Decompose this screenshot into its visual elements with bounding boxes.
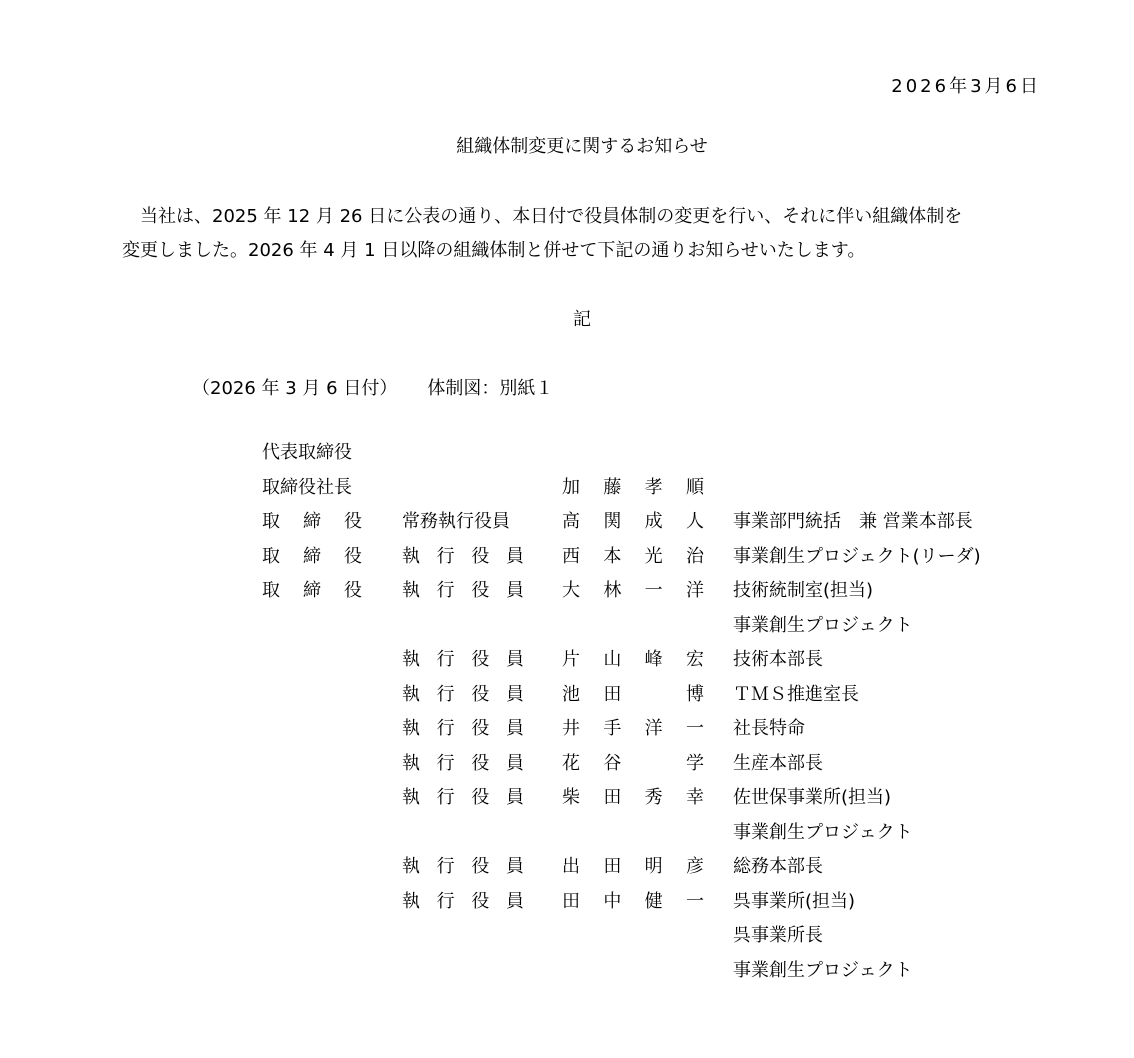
officer-row [0, 919, 1134, 954]
officer-role: 事業部門統括 兼 営業本部長 [733, 511, 973, 532]
executive-title-char: 行 [436, 890, 455, 912]
executive-title [402, 850, 524, 885]
executive-title-char: 員 [505, 649, 524, 670]
executive-title [402, 643, 524, 678]
officer-name-char: 彦 [685, 856, 704, 877]
executive-title-char: 役 [471, 683, 490, 705]
org-chart-reference: 体制図：別紙１ [427, 378, 554, 399]
executive-title [402, 747, 524, 782]
officer-name-char: 池 [562, 683, 580, 705]
officer-role: 社長特命 [733, 718, 805, 739]
officer-name [562, 781, 704, 816]
officer-name-char: 手 [603, 718, 622, 739]
executive-title-char: 員 [505, 580, 524, 601]
executive-title-char: 役 [471, 787, 490, 808]
officer-name-char: 田 [562, 890, 580, 912]
officer-name-char: 関 [603, 511, 622, 532]
officer-name-char: 柴 [562, 787, 580, 808]
officer-role: ＴＭＳ推進室長 [733, 683, 859, 705]
board-title [262, 505, 362, 540]
officer-row [0, 712, 1134, 747]
officer-role: 事業創生プロジェクト [733, 959, 913, 981]
executive-title [402, 781, 524, 816]
executive-title [402, 885, 524, 920]
officer-name-char: 中 [603, 890, 622, 912]
executive-title-char: 執 [402, 890, 420, 912]
executive-title [402, 678, 524, 713]
officer-name-char: 宏 [685, 649, 704, 670]
section-header [192, 374, 553, 400]
officer-name-char: 片 [562, 649, 580, 670]
executive-title-char: 員 [505, 718, 524, 739]
officer-name-char: 明 [644, 856, 663, 877]
officer-row [0, 747, 1134, 782]
executive-title-char: 執 [402, 649, 420, 670]
executive-title: 常務執行役員 [402, 511, 510, 532]
officer-name [562, 885, 704, 920]
officer-role: 事業創生プロジェクト [733, 614, 913, 636]
officer-name-char: 田 [603, 683, 622, 705]
executive-title [402, 574, 524, 609]
executive-title-char: 役 [471, 890, 490, 912]
officer-name-char: 山 [603, 649, 622, 670]
officer-name-char: 人 [685, 511, 704, 532]
executive-title [402, 540, 524, 575]
executive-title-char: 役 [471, 856, 490, 877]
executive-title-char: 行 [436, 752, 455, 774]
officer-name-char: 順 [685, 476, 704, 498]
executive-title-char: 執 [402, 580, 420, 601]
board-title-char: 取 [262, 511, 280, 532]
board-title-char: 取 [262, 580, 280, 601]
officer-role: 生産本部長 [733, 752, 823, 774]
officer-name [562, 643, 704, 678]
board-title [262, 574, 362, 609]
executive-title-char: 役 [471, 545, 490, 567]
officer-name-char: 加 [562, 476, 580, 498]
executive-title-char: 役 [471, 718, 490, 739]
officer-name-char: 大 [562, 580, 580, 601]
board-title-char: 役 [344, 545, 362, 567]
officer-row [0, 816, 1134, 851]
officer-row [0, 643, 1134, 678]
officer-role: 事業創生プロジェクト(リーダ) [733, 545, 981, 567]
executive-title-char: 行 [436, 580, 455, 601]
officer-row [0, 781, 1134, 816]
officer-name-char: 洋 [685, 580, 704, 601]
officer-row [0, 850, 1134, 885]
executive-title-char: 行 [436, 545, 455, 567]
officer-name-char: 洋 [644, 718, 663, 739]
officer-name [562, 850, 704, 885]
officer-name-char: 藤 [603, 476, 622, 498]
officer-row [0, 436, 1134, 471]
officer-name-char: 田 [603, 856, 622, 877]
officer-row [0, 505, 1134, 540]
officer-name-char: 孝 [644, 476, 663, 498]
document-date: 2026年3月6日 [891, 76, 1041, 97]
executive-title-char: 執 [402, 752, 420, 774]
officer-name-char: 井 [562, 718, 580, 739]
executive-title-char: 執 [402, 545, 420, 567]
officer-role: 総務本部長 [733, 856, 823, 877]
executive-title-char: 役 [471, 649, 490, 670]
executive-title-char: 員 [505, 787, 524, 808]
officer-name [562, 678, 704, 713]
officer-name-char: 学 [685, 752, 704, 774]
officer-role: 事業創生プロジェクト [733, 821, 913, 843]
executive-title-char: 執 [402, 856, 420, 877]
executive-title-char: 行 [436, 718, 455, 739]
officer-role: 技術統制室(担当) [733, 580, 874, 601]
officer-name [562, 505, 704, 540]
intro-line-1: 当社は、2025 年 12 月 26 日に公表の通り、本日付で役員体制の変更を行い、それに伴い組織体制を [140, 206, 963, 227]
officer-name-char: 幸 [685, 787, 704, 808]
executive-title [402, 712, 524, 747]
board-title-char: 役 [344, 580, 362, 601]
officer-row [0, 609, 1134, 644]
effective-date-label: （2026 年 3 月 6 日付） [192, 378, 398, 399]
officer-name-char: 高 [562, 511, 580, 532]
board-title-char: 締 [303, 545, 321, 567]
executive-title-char: 員 [505, 683, 524, 705]
officer-name-char: 一 [685, 890, 704, 912]
officer-name [562, 471, 704, 506]
officer-name-char: 健 [644, 890, 663, 912]
board-title: 代表取締役 [262, 442, 352, 463]
document-title: 組織体制変更に関するお知らせ [456, 136, 708, 157]
officer-role: 呉事業所長 [733, 925, 823, 946]
officer-name-char: 博 [685, 683, 704, 705]
executive-title-char: 行 [436, 787, 455, 808]
officer-list [0, 436, 1134, 988]
board-title-char: 締 [303, 511, 321, 532]
officer-row [0, 540, 1134, 575]
officer-name [562, 574, 704, 609]
ki-heading: 記 [573, 309, 591, 330]
board-title [262, 540, 362, 575]
officer-name-char: 成 [644, 511, 663, 532]
officer-row [0, 574, 1134, 609]
officer-name-char: 光 [644, 545, 663, 567]
officer-role: 佐世保事業所(担当) [733, 787, 892, 808]
board-title-char: 取 [262, 545, 280, 567]
officer-name-char: 一 [644, 580, 663, 601]
officer-name-char: 田 [603, 787, 622, 808]
board-title-char: 締 [303, 580, 321, 601]
officer-name [562, 747, 704, 782]
officer-name [562, 712, 704, 747]
executive-title-char: 役 [471, 580, 490, 601]
officer-name-char [645, 678, 663, 713]
board-title-char: 役 [344, 511, 362, 532]
officer-name-char: 出 [562, 856, 580, 877]
officer-name-char [645, 747, 663, 782]
officer-role: 技術本部長 [733, 649, 823, 670]
officer-row [0, 471, 1134, 506]
executive-title-char: 員 [505, 752, 524, 774]
officer-row [0, 885, 1134, 920]
officer-name-char: 林 [603, 580, 622, 601]
executive-title-char: 員 [505, 856, 524, 877]
executive-title-char: 行 [436, 649, 455, 670]
officer-name-char: 一 [685, 718, 704, 739]
officer-name-char: 秀 [644, 787, 663, 808]
officer-name-char: 谷 [603, 752, 622, 774]
officer-name [562, 540, 704, 575]
executive-title-char: 行 [436, 683, 455, 705]
officer-name-char: 峰 [644, 649, 663, 670]
intro-line-2: 変更しました。2026 年 4 月 1 日以降の組織体制と併せて下記の通りお知らせいたします。 [122, 240, 866, 261]
officer-name-char: 本 [603, 545, 622, 567]
officer-row [0, 678, 1134, 713]
executive-title-char: 行 [436, 856, 455, 877]
executive-title-char: 執 [402, 683, 420, 705]
executive-title-char: 員 [505, 890, 524, 912]
executive-title-char: 員 [505, 545, 524, 567]
executive-title-char: 役 [471, 752, 490, 774]
officer-name-char: 治 [685, 545, 704, 567]
board-title: 取締役社長 [262, 476, 352, 498]
officer-row [0, 954, 1134, 989]
executive-title-char: 執 [402, 718, 420, 739]
officer-name-char: 西 [562, 545, 580, 567]
officer-name-char: 花 [562, 752, 580, 774]
executive-title-char: 執 [402, 787, 420, 808]
officer-role: 呉事業所(担当) [733, 890, 856, 912]
